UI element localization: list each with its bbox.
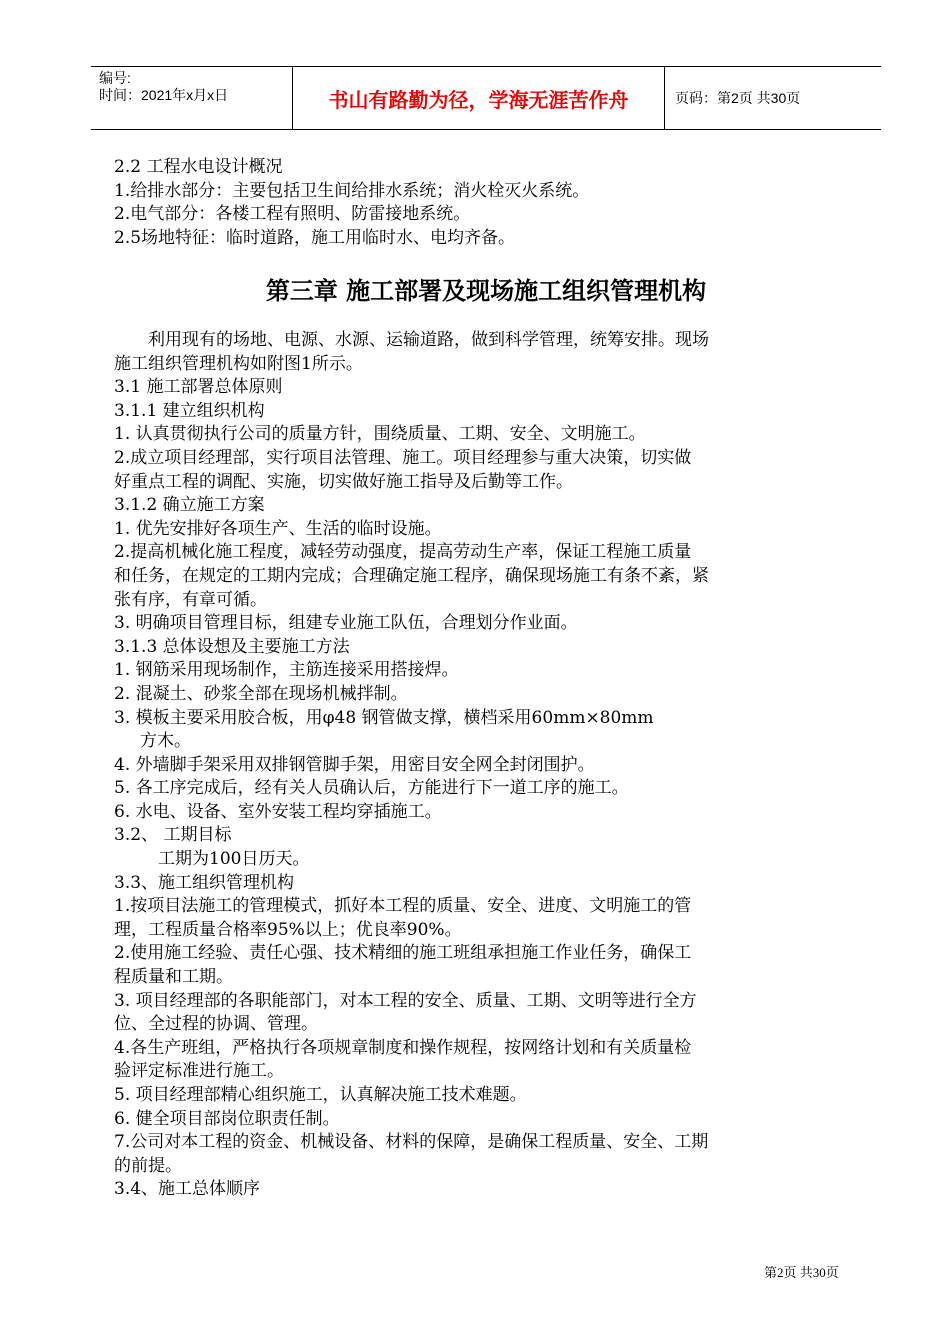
list-item: 2. 混凝土、砂浆全部在现场机械拌制。 bbox=[114, 683, 408, 704]
section-heading: 3.4、施工总体顺序 bbox=[114, 1179, 261, 1200]
document-body bbox=[114, 329, 862, 1202]
chapter-title: 第三章 施工部署及现场施工组织管理机构 bbox=[265, 277, 707, 305]
list-item: 1. 认真贯彻执行公司的质量方针，围绕质量、工期、安全、文明施工。 bbox=[114, 424, 646, 445]
list-item: 4. 外墙脚手架采用双排钢管脚手架，用密目安全网全封闭围护。 bbox=[114, 754, 595, 775]
section-heading: 3.1.2 确立施工方案 bbox=[114, 495, 265, 516]
list-item-continued: 理，工程质量合格率95%以上；优良率90%。 bbox=[114, 919, 462, 940]
section-heading: 3.2、 工期目标 bbox=[114, 825, 232, 846]
list-item-continued: 程质量和工期。 bbox=[114, 967, 233, 988]
section-heading: 3.1.1 建立组织机构 bbox=[114, 400, 265, 421]
list-item: 5. 项目经理部精心组织施工，认真解决施工技术难题。 bbox=[114, 1085, 527, 1105]
section-heading: 3.3、施工组织管理机构 bbox=[114, 872, 295, 893]
list-item: 6. 健全项目部岗位职责任制。 bbox=[114, 1108, 340, 1129]
list-item: 2.提高机械化施工程度，减轻劳动强度，提高劳动生产率，保证工程施工质量 bbox=[114, 542, 692, 563]
header-page-number: 页码：第2页 共30页 bbox=[675, 90, 801, 106]
header-meta bbox=[91, 67, 293, 129]
list-item: 1.按项目法施工的管理模式，抓好本工程的质量、安全、进度、文明施工的管 bbox=[114, 896, 692, 917]
header-number: 编号: bbox=[99, 70, 131, 86]
text-line: 1.给排水部分：主要包括卫生间给排水系统；消火栓灭火系统。 bbox=[114, 180, 590, 201]
list-item: 3. 项目经理部的各职能部门，对本工程的安全、质量、工期、文明等进行全方 bbox=[114, 990, 697, 1011]
list-item: 2.成立项目经理部，实行项目法管理、施工。项目经理参与重大决策，切实做 bbox=[114, 447, 692, 468]
text-line: 2.2 工程水电设计概况 bbox=[114, 157, 283, 177]
section-heading: 3.1 施工部署总体原则 bbox=[114, 377, 283, 398]
list-item: 5. 各工序完成后，经有关人员确认后，方能进行下一道工序的施工。 bbox=[114, 778, 629, 799]
list-item: 6. 水电、设备、室外安装工程均穿插施工。 bbox=[114, 801, 442, 822]
list-item: 1. 钢筋采用现场制作，主筋连接采用搭接焊。 bbox=[114, 660, 459, 681]
list-item-continued: 张有序，有章可循。 bbox=[114, 589, 267, 610]
page-footer: 第2页 共30页 bbox=[764, 1265, 839, 1280]
text-line: 2.5场地特征：临时道路，施工用临时水、电均齐备。 bbox=[114, 227, 516, 248]
paragraph-line: 工期为100日历天。 bbox=[158, 849, 310, 870]
list-item-continued: 位、全过程的协调、管理。 bbox=[114, 1014, 318, 1035]
list-item-continued: 和任务，在规定的工期内完成；合理确定施工程序，确保现场施工有条不紊，紧 bbox=[114, 565, 709, 586]
header-time: 时间：2021年x月x日 bbox=[99, 87, 229, 103]
paragraph-line: 利用现有的场地、电源、水源、运输道路，做到科学管理，统筹安排。现场 bbox=[148, 330, 709, 350]
list-item: 3. 明确项目管理目标，组建专业施工队伍，合理划分作业面。 bbox=[114, 613, 578, 634]
header-motto: 书山有路勤为径，学海无涯苦作舟 bbox=[293, 67, 665, 129]
text-line: 2.电气部分：各楼工程有照明、防雷接地系统。 bbox=[114, 204, 471, 225]
list-item-continued: 好重点工程的调配、实施，切实做好施工指导及后勤等工作。 bbox=[114, 471, 573, 492]
list-item-continued: 的前提。 bbox=[114, 1155, 182, 1176]
list-item: 7.公司对本工程的资金、机械设备、材料的保障，是确保工程质量、安全、工期 bbox=[114, 1132, 709, 1153]
list-item: 4.各生产班组，严格执行各项规章制度和操作规程，按网络计划和有关质量检 bbox=[114, 1037, 692, 1058]
paragraph-line: 施工组织管理机构如附图1所示。 bbox=[114, 353, 363, 374]
list-item-continued: 验评定标准进行施工。 bbox=[114, 1061, 284, 1082]
list-item: 1. 优先安排好各项生产、生活的临时设施。 bbox=[114, 518, 442, 539]
list-item: 3. 模板主要采用胶合板，用φ48 钢管做支撑，横档采用60mm×80mm bbox=[114, 707, 654, 728]
document-body-top bbox=[114, 156, 862, 250]
section-heading: 3.1.3 总体设想及主要施工方法 bbox=[114, 636, 350, 657]
page-header bbox=[91, 66, 881, 130]
list-item-continued: 方木。 bbox=[140, 731, 191, 752]
list-item: 2.使用施工经验、责任心强、技术精细的施工班组承担施工作业任务，确保工 bbox=[114, 943, 692, 964]
